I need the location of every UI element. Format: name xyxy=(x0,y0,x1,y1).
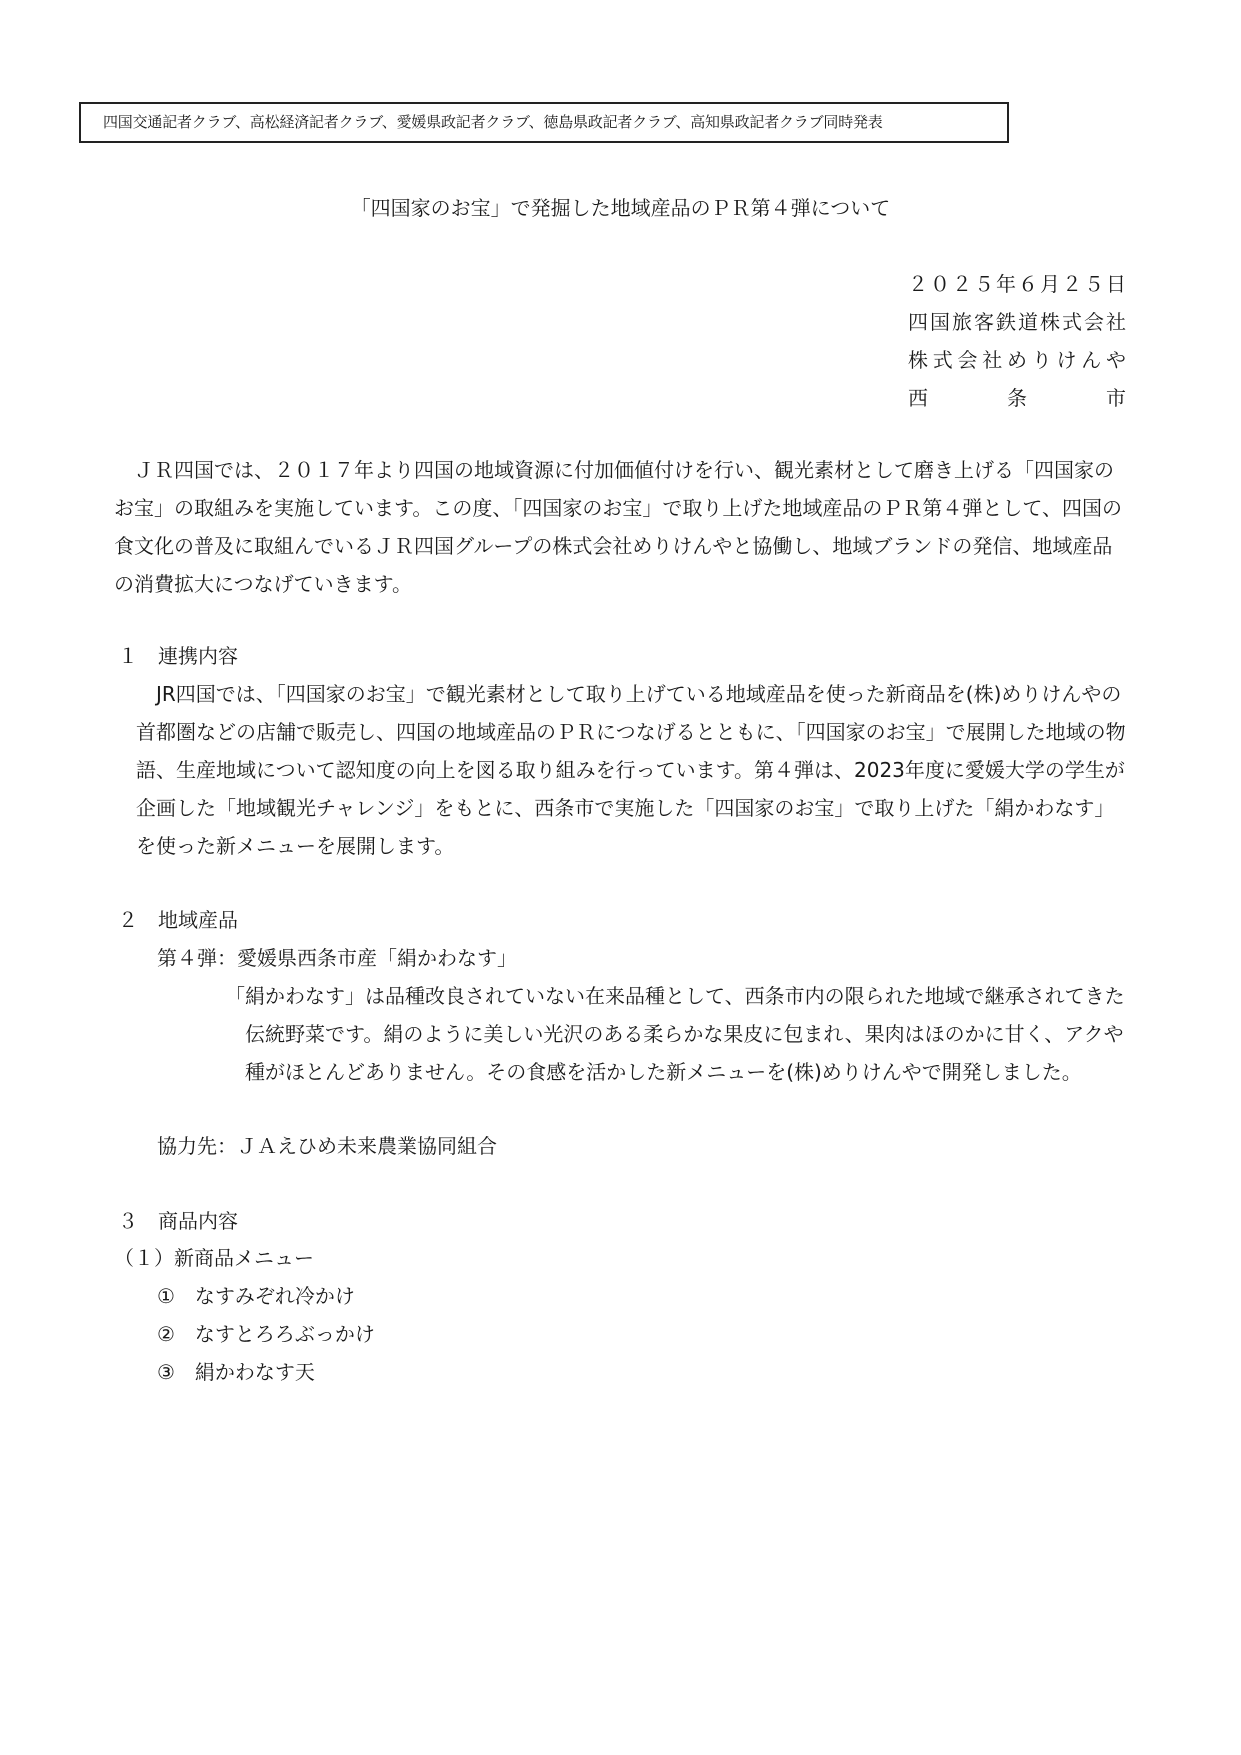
issuer-merikenya: 株式会社めりけんや xyxy=(908,348,1126,372)
section3-heading: ３ 商品内容 xyxy=(118,1209,238,1233)
press-club-header: 四国交通記者クラブ、高松経済記者クラブ、愛媛県政記者クラブ、徳島県政記者クラブ、高知県政記者クラブ同時発表 xyxy=(79,102,1009,143)
issuer-saijo-city: 西条市 xyxy=(908,386,1126,410)
menu-item: ① なすみぞれ冷かけ xyxy=(157,1284,355,1308)
issue-date: ２０２５年６月２５日 xyxy=(908,272,1126,296)
section2-product: 第４弾：愛媛県西条市産「絹かわなす」 xyxy=(157,946,517,970)
section3-subheading: （１）新商品メニュー xyxy=(114,1246,314,1270)
intro-paragraph: ＪＲ四国では、２０１７年より四国の地域資源に付加価値付けを行い、観光素材として磨き上げる「四国家のお宝」の取組みを実施しています。この度、「四国家のお宝」で取り上げた地域産品のＰＲ第４弾として、四国の食文化の普及に取組んでいるＪＲ四国グループの株式会社めりけんやと協働し、地域ブランドの発信、地域産品の消費拡大につなげていきます。 xyxy=(114,458,1122,596)
section2-partner: 協力先：ＪＡえひめ未来農業協同組合 xyxy=(157,1134,497,1158)
menu-item: ③ 絹かわなす天 xyxy=(157,1360,315,1384)
section2-heading: ２ 地域産品 xyxy=(118,908,238,932)
menu-item: ② なすとろろぶっかけ xyxy=(157,1322,375,1346)
issuer-jr-shikoku: 四国旅客鉄道株式会社 xyxy=(908,310,1126,334)
section1-body: JR四国では、「四国家のお宝」で観光素材として取り上げている地域産品を使った新商品を(株)めりけんやの首都圏などの店舗で販売し、四国の地域産品のＰＲにつなげるとともに、「四国家のお宝」で展開した地域の物語、生産地域について認知度の向上を図る取り組みを行っています。第４弾は、2023年度に愛媛大学の学生が企画した「地域観光チャレンジ」をもとに、西条市で実施した「四国家のお宝」で取り上げた「絹かわなす」を使った新メニューを展開します。 xyxy=(136,682,1126,858)
section2-description: 「絹かわなす」は品種改良されていない在来品種として、西条市内の限られた地域で継承されてきた伝統野菜です。絹のように美しい光沢のある柔らかな果皮に包まれ、果肉はほのかに甘く、アクや種がほとんどありません。その食感を活かした新メニューを(株)めりけんやで開発しました。 xyxy=(225,984,1125,1084)
document-title: 「四国家のお宝」で発掘した地域産品のＰＲ第４弾について xyxy=(350,196,891,220)
section1-heading: １ 連携内容 xyxy=(118,644,238,668)
